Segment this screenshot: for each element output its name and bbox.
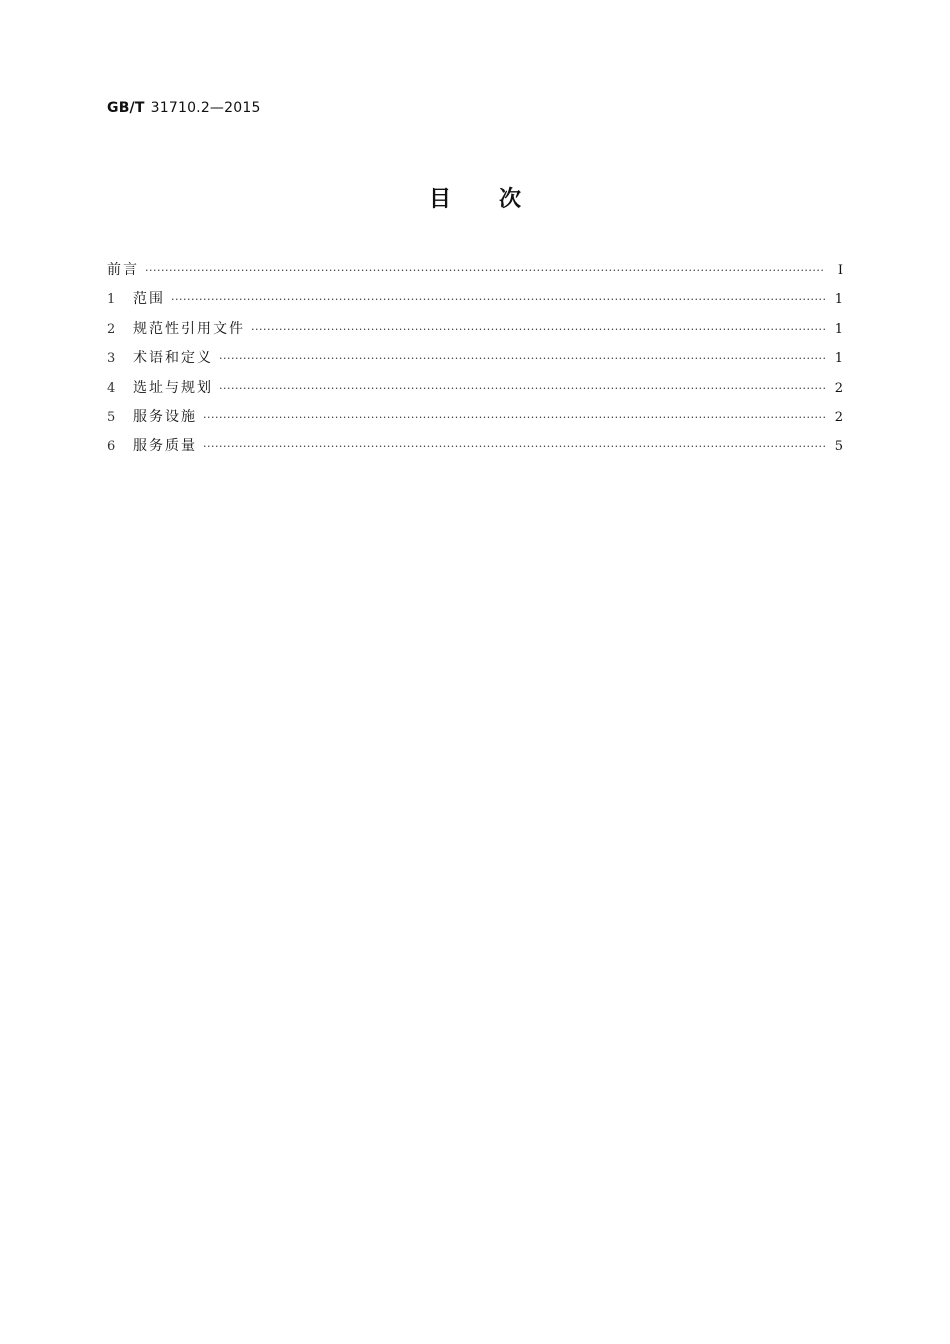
page-title: 目次: [428, 187, 569, 212]
toc-entry-service-quality[interactable]: [107, 434, 843, 463]
toc-entry-number: 5: [107, 409, 116, 425]
toc-entry-normative-references[interactable]: [107, 317, 843, 346]
toc-entry-label: 范围: [133, 291, 165, 308]
toc-entry-service-facilities[interactable]: [107, 405, 843, 434]
toc-entry-label: 前言: [107, 262, 139, 278]
toc-entry-page: 1: [834, 351, 843, 367]
toc-leader-dots: [219, 347, 825, 371]
toc-entry-page: 1: [834, 292, 843, 308]
toc-leader-dots: [145, 259, 825, 283]
toc-entry-scope[interactable]: [107, 287, 843, 316]
standard-code: [107, 100, 261, 116]
toc-leader-dots: [251, 318, 825, 342]
toc-leader-dots: [203, 406, 825, 430]
table-of-contents: [107, 258, 843, 464]
toc-entry-page: 5: [834, 439, 843, 455]
toc-entry-site-planning[interactable]: [107, 376, 843, 405]
toc-entry-label: 规范性引用文件: [133, 320, 245, 337]
toc-entry-label: 术语和定义: [133, 350, 213, 367]
toc-entry-page: 1: [834, 321, 843, 337]
toc-entry-number: 4: [107, 380, 116, 396]
toc-entry-page: Ⅰ: [837, 263, 843, 278]
toc-leader-dots: [171, 288, 825, 312]
toc-entry-label: 选址与规划: [133, 379, 213, 396]
toc-entry-label: 服务质量: [133, 438, 197, 455]
standard-prefix: GB/T: [107, 100, 145, 116]
toc-entry-terms-definitions[interactable]: [107, 346, 843, 375]
toc-entry-foreword[interactable]: [107, 258, 843, 287]
toc-entry-number: 3: [107, 351, 116, 367]
toc-entry-label: 服务设施: [133, 408, 197, 425]
standard-number: 31710.2—2015: [150, 100, 261, 116]
toc-leader-dots: [219, 377, 825, 401]
toc-entry-page: 2: [834, 409, 843, 425]
toc-entry-number: 6: [107, 439, 116, 455]
toc-entry-page: 2: [834, 380, 843, 396]
toc-entry-number: 1: [107, 292, 116, 308]
toc-entry-number: 2: [107, 321, 116, 337]
toc-leader-dots: [203, 435, 825, 459]
